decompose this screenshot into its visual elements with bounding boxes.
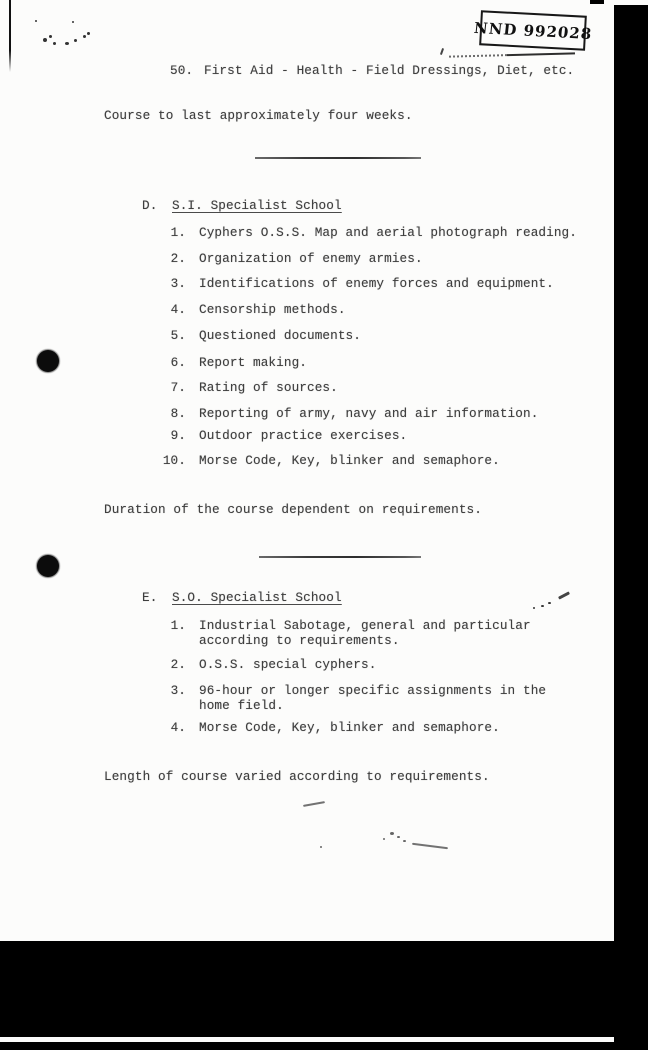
intro-line: Course to last approximately four weeks. [104,108,413,123]
list-item-text: Rating of sources. [199,380,338,395]
list-item-number: 8. [170,406,186,421]
section-e-title: S.O. Specialist School [172,590,342,605]
section-d-footer: Duration of the course dependent on requirements. [104,502,482,517]
list-item-text-wrap: home field. [199,698,284,713]
stamp-underline-mark [449,52,575,57]
list-item-number: 9. [170,428,186,443]
list-item-number: 6. [170,355,186,370]
list-item-text: Cyphers O.S.S. Map and aerial photograph reading. [199,225,577,240]
stamp-text: NND 992028 [472,18,594,43]
list-item-text: Morse Code, Key, blinker and semaphore. [199,720,500,735]
list-item-number: 4. [170,302,186,317]
list-item-text: Reporting of army, navy and air information. [199,406,539,421]
list-item-text: O.S.S. special cyphers. [199,657,377,672]
list-item-text: Industrial Sabotage, general and particular [199,618,531,633]
bottom-black-band [0,941,648,1037]
list-item-number: 5. [170,328,186,343]
left-edge-scan-line [9,0,11,72]
list-item-number: 3. [170,683,186,698]
list-item-number: 7. [170,380,186,395]
list-item-text: Outdoor practice exercises. [199,428,408,443]
list-item-text: Organization of enemy armies. [199,251,423,266]
hole-punch-mark [37,350,59,372]
list-item-text-wrap: according to requirements. [199,633,400,648]
list-item-text: Censorship methods. [199,302,346,317]
list-item-number: 4. [170,720,186,735]
list-item-text: Questioned documents. [199,328,361,343]
section-d-title: S.I. Specialist School [172,198,342,213]
section-e-footer: Length of course varied according to requirements. [104,769,490,784]
pencil-tick-mark [440,48,444,55]
heading-text: First Aid - Health - Field Dressings, Diet, etc. [204,63,575,78]
divider-line [259,556,421,558]
list-item-text: Report making. [199,355,307,370]
list-item-number: 2. [170,251,186,266]
list-item-text: Identifications of enemy forces and equipment. [199,276,554,291]
section-e-letter: E. [142,590,158,605]
top-right-scan-mark [590,0,604,4]
list-item-number: 1. [170,618,186,633]
list-item-number: 10. [162,453,186,468]
list-item-text: Morse Code, Key, blinker and semaphore. [199,453,500,468]
list-item-text: 96-hour or longer specific assignments in the [199,683,547,698]
bottom-edge-black-line [0,1042,648,1050]
heading-number: 50. [170,63,194,78]
list-item-number: 2. [170,657,186,672]
declassification-stamp [472,10,594,50]
section-d-letter: D. [142,198,158,213]
hole-punch-mark [37,555,59,577]
list-item-number: 3. [170,276,186,291]
divider-line [255,157,421,159]
right-edge-black-strip [614,5,648,1050]
list-item-number: 1. [170,225,186,240]
